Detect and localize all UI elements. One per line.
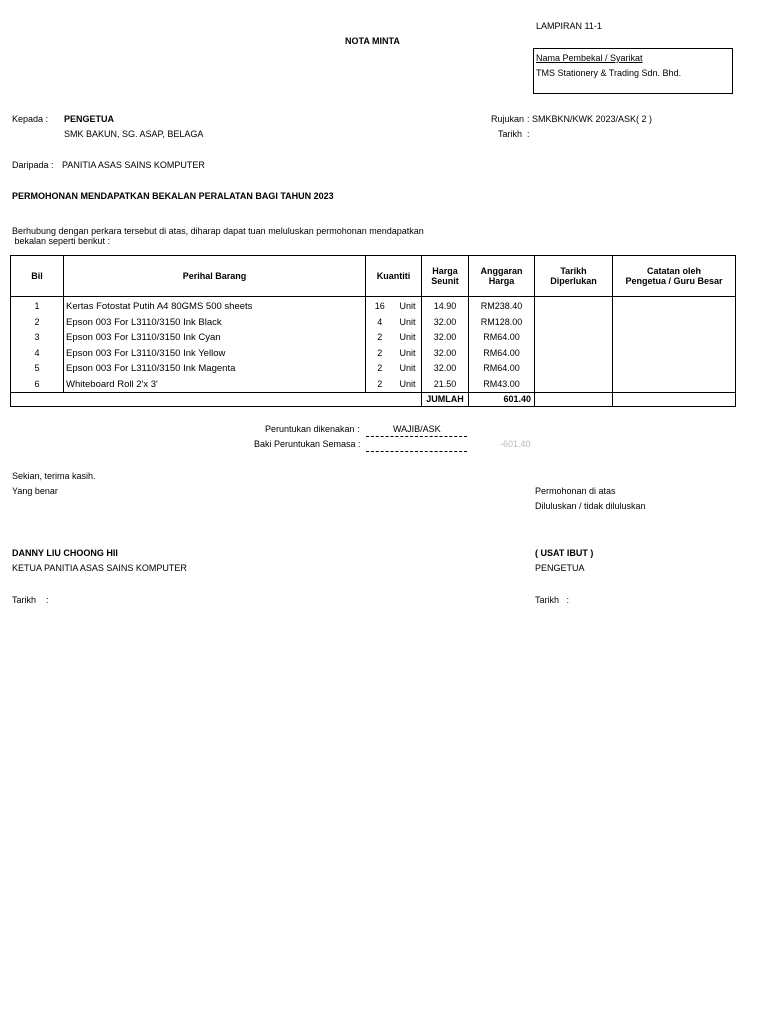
document-title: NOTA MINTA <box>345 36 400 46</box>
row-unit: Unit <box>394 346 422 362</box>
row-total: RM64.00 <box>469 361 535 377</box>
row-item: Epson 003 For L3110/3150 Ink Yellow <box>64 346 366 362</box>
row-date-needed <box>535 330 613 346</box>
table-row <box>11 330 736 346</box>
signatory-left-position: KETUA PANITIA ASAS SAINS KOMPUTER <box>12 563 187 573</box>
subject-line: PERMOHONAN MENDAPATKAN BEKALAN PERALATAN BAGI TAHUN 2023 <box>12 191 334 201</box>
row-date-needed <box>535 315 613 331</box>
header-qty: Kuantiti <box>366 256 422 297</box>
row-unit: Unit <box>394 315 422 331</box>
row-unit: Unit <box>394 330 422 346</box>
signatory-left-date: Tarikh : <box>12 595 49 605</box>
signatory-right-date: Tarikh : <box>535 595 570 605</box>
row-item: Epson 003 For L3110/3150 Ink Magenta <box>64 361 366 377</box>
header-date-needed: Tarikh Diperlukan <box>535 256 613 297</box>
to-label: Kepada : <box>12 114 49 124</box>
row-item: Epson 003 For L3110/3150 Ink Cyan <box>64 330 366 346</box>
approval-line-1: Permohonan di atas <box>535 486 616 496</box>
row-price: 14.90 <box>422 297 469 315</box>
row-bil: 4 <box>11 346 64 362</box>
signatory-right-name: ( USAT IBUT ) <box>535 548 594 558</box>
row-qty: 2 <box>366 361 394 377</box>
table-row <box>11 297 736 315</box>
balance-value: -601.40 <box>500 439 531 449</box>
approval-line-2: Diluluskan / tidak diluluskan <box>535 501 646 511</box>
row-total: RM64.00 <box>469 330 535 346</box>
row-notes <box>613 297 736 315</box>
row-bil: 2 <box>11 315 64 331</box>
from-value: PANITIA ASAS SAINS KOMPUTER <box>62 160 205 170</box>
row-total: RM43.00 <box>469 377 535 393</box>
closing-sincerely: Yang benar <box>12 486 58 496</box>
row-qty: 2 <box>366 377 394 393</box>
row-bil: 1 <box>11 297 64 315</box>
row-notes <box>613 377 736 393</box>
row-price: 32.00 <box>422 315 469 331</box>
closing-thanks: Sekian, terima kasih. <box>12 471 96 481</box>
appendix-label: LAMPIRAN 11-1 <box>536 21 602 31</box>
reference-value: : SMKBKN/KWK 2023/ASK( 2 ) <box>527 114 653 124</box>
balance-underline <box>366 451 467 452</box>
row-total: RM128.00 <box>469 315 535 331</box>
total-value: 601.40 <box>469 393 535 407</box>
row-price: 32.00 <box>422 346 469 362</box>
row-bil: 5 <box>11 361 64 377</box>
row-notes <box>613 346 736 362</box>
items-table <box>10 255 736 407</box>
row-notes <box>613 361 736 377</box>
date-label: Tarikh <box>498 129 523 139</box>
to-school: SMK BAKUN, SG. ASAP, BELAGA <box>64 129 204 139</box>
supplier-box <box>533 48 733 94</box>
body-line-2: bekalan seperti berikut : <box>12 236 111 246</box>
total-row <box>11 393 736 407</box>
table-row <box>11 315 736 331</box>
row-price: 32.00 <box>422 330 469 346</box>
row-unit: Unit <box>394 377 422 393</box>
balance-label: Baki Peruntukan Semasa : <box>254 439 361 449</box>
row-qty: 16 <box>366 297 394 315</box>
row-bil: 3 <box>11 330 64 346</box>
row-qty: 4 <box>366 315 394 331</box>
row-date-needed <box>535 361 613 377</box>
allocation-value: WAJIB/ASK <box>393 424 441 434</box>
row-date-needed <box>535 377 613 393</box>
header-bil: Bil <box>11 256 64 297</box>
supplier-label: Nama Pembekal / Syarikat <box>536 53 643 63</box>
row-total: RM64.00 <box>469 346 535 362</box>
row-date-needed <box>535 297 613 315</box>
row-item: Whiteboard Roll 2'x 3' <box>64 377 366 393</box>
row-notes <box>613 315 736 331</box>
header-notes: Catatan oleh Pengetua / Guru Besar <box>613 256 736 297</box>
header-budget: Anggaran Harga <box>469 256 535 297</box>
signatory-left-name: DANNY LIU CHOONG HII <box>12 548 118 558</box>
row-item: Epson 003 For L3110/3150 Ink Black <box>64 315 366 331</box>
table-row <box>11 361 736 377</box>
reference-label: Rujukan <box>491 114 525 124</box>
signatory-right-position: PENGETUA <box>535 563 585 573</box>
supplier-name: TMS Stationery & Trading Sdn. Bhd. <box>536 68 682 78</box>
row-price: 32.00 <box>422 361 469 377</box>
from-label: Daripada : <box>12 160 54 170</box>
row-total: RM238.40 <box>469 297 535 315</box>
allocation-underline <box>366 436 467 437</box>
row-item: Kertas Fotostat Putih A4 80GMS 500 sheets <box>64 297 366 315</box>
header-unit-price: Harga Seunit <box>422 256 469 297</box>
row-price: 21.50 <box>422 377 469 393</box>
row-qty: 2 <box>366 330 394 346</box>
row-bil: 6 <box>11 377 64 393</box>
body-line-1: Berhubung dengan perkara tersebut di atas, diharap dapat tuan meluluskan permohonan mendapatkan <box>12 226 424 236</box>
row-notes <box>613 330 736 346</box>
date-value: : <box>527 129 530 139</box>
row-unit: Unit <box>394 297 422 315</box>
row-date-needed <box>535 346 613 362</box>
table-row <box>11 346 736 362</box>
allocation-label: Peruntukan dikenakan : <box>265 424 360 434</box>
table-row <box>11 377 736 393</box>
header-item: Perihal Barang <box>64 256 366 297</box>
to-name: PENGETUA <box>64 114 115 124</box>
row-unit: Unit <box>394 361 422 377</box>
total-label: JUMLAH <box>422 393 469 407</box>
row-qty: 2 <box>366 346 394 362</box>
